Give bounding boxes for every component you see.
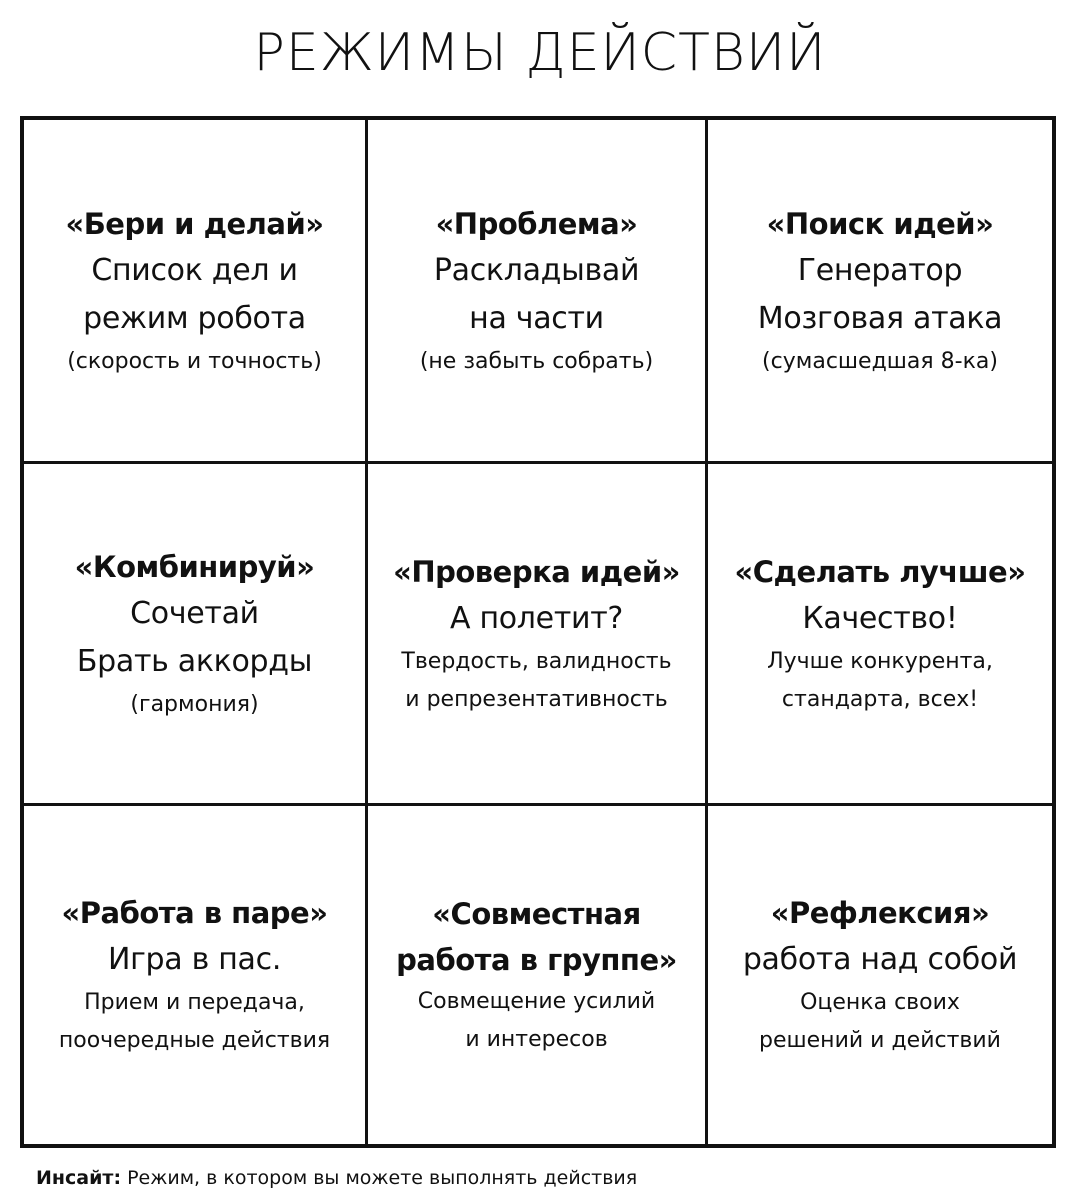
mode-heading: «Проверка идей» bbox=[393, 554, 680, 589]
page-title: РЕЖИМЫ ДЕЙСТВИЙ bbox=[253, 23, 827, 83]
mode-cell-idea-check bbox=[368, 464, 708, 806]
mode-heading: «Совместная bbox=[432, 897, 641, 931]
mode-cell-make-better bbox=[708, 464, 1052, 806]
mode-description: работа над собой bbox=[742, 942, 1018, 977]
mode-heading: «Комбинируй» bbox=[74, 549, 315, 584]
mode-description: Брать аккорды bbox=[76, 643, 313, 679]
mode-note: и интересов bbox=[465, 1027, 608, 1052]
mode-description: Качество! bbox=[802, 600, 958, 636]
mode-note: поочередные действия bbox=[58, 1028, 331, 1053]
mode-note: (не забыть собрать) bbox=[419, 348, 654, 374]
mode-heading: «Поиск идей» bbox=[766, 206, 994, 241]
mode-heading: «Проблема» bbox=[435, 206, 638, 241]
mode-note: и репрезентативность bbox=[405, 686, 668, 712]
mode-description: на части bbox=[469, 300, 604, 336]
mode-cell-reflection bbox=[708, 806, 1052, 1144]
insight-footer bbox=[36, 1164, 637, 1192]
mode-cell-take-and-do bbox=[24, 120, 368, 464]
mode-note: Совмещение усилий bbox=[417, 989, 656, 1014]
modes-grid bbox=[20, 116, 1056, 1148]
mode-note: Прием и передача, bbox=[84, 990, 305, 1015]
mode-note: Лучше конкурента, bbox=[767, 648, 993, 674]
mode-note: (скорость и точность) bbox=[67, 348, 322, 374]
mode-note: Оценка своих bbox=[800, 990, 960, 1015]
mode-heading: «Сделать лучше» bbox=[734, 554, 1026, 589]
mode-description: Раскладывай bbox=[433, 252, 640, 288]
mode-cell-problem bbox=[368, 120, 708, 464]
insight-text: Режим, в котором вы можете выполнять действия bbox=[121, 1167, 638, 1189]
mode-heading: работа в группе» bbox=[396, 943, 677, 977]
mode-cell-pair-work bbox=[24, 806, 368, 1144]
insight-label: Инсайт: bbox=[36, 1167, 122, 1189]
mode-heading: «Рефлексия» bbox=[770, 896, 990, 930]
mode-heading: «Бери и делай» bbox=[65, 206, 324, 241]
mode-description: режим робота bbox=[83, 300, 306, 336]
mode-description: Мозговая атака bbox=[757, 300, 1003, 336]
mode-cell-idea-search bbox=[708, 120, 1052, 464]
mode-note: Твердость, валидность bbox=[401, 648, 672, 674]
mode-heading: «Работа в паре» bbox=[61, 896, 328, 930]
mode-note: решений и действий bbox=[759, 1028, 1001, 1053]
mode-note: (сумасшедшая 8-ка) bbox=[762, 348, 998, 374]
mode-description: Сочетай bbox=[130, 595, 259, 631]
mode-description: Список дел и bbox=[91, 252, 298, 288]
mode-note: (гармония) bbox=[130, 691, 259, 717]
mode-note: стандарта, всех! bbox=[781, 686, 979, 712]
mode-description: Генератор bbox=[797, 252, 963, 288]
mode-cell-combine bbox=[24, 464, 368, 806]
mode-description: Игра в пас. bbox=[107, 942, 282, 977]
mode-description: А полетит? bbox=[449, 600, 624, 636]
mode-cell-group-work bbox=[368, 806, 708, 1144]
